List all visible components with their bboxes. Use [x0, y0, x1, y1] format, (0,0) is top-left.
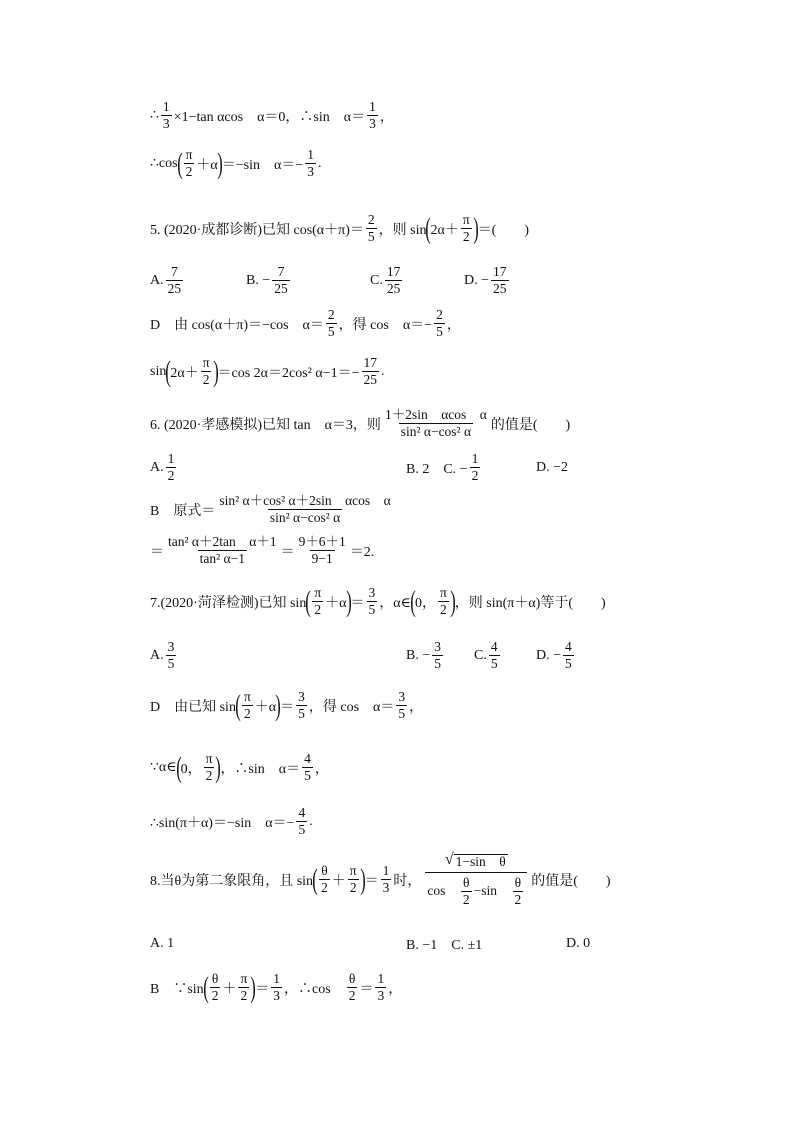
- text: ，得 cos α＝−: [338, 317, 433, 333]
- text: ∵α∈: [150, 760, 177, 776]
- option-label: C.: [370, 272, 383, 288]
- denominator: 2: [321, 880, 328, 896]
- text: 0，: [414, 595, 436, 611]
- text: 2α＋: [170, 365, 199, 381]
- text: ＝: [364, 873, 379, 889]
- text: ＝: [350, 595, 365, 611]
- option-label: B. −: [246, 272, 271, 288]
- fraction: [367, 100, 378, 131]
- solution-line-2: [150, 148, 321, 179]
- numerator: 1: [382, 862, 390, 878]
- text: 5. (2020·成都诊断)已知 cos(α＋π)＝: [150, 222, 364, 238]
- numerator: 4: [298, 805, 306, 820]
- left-paren: (: [425, 211, 432, 245]
- left-paren: (: [312, 862, 318, 896]
- denominator: 2: [439, 602, 447, 618]
- text: .: [381, 363, 385, 379]
- text: ＋α: [196, 157, 218, 173]
- question-8: [150, 852, 611, 907]
- denominator: 2: [240, 988, 248, 1004]
- option-label: D. −: [464, 272, 490, 288]
- text: sin: [150, 363, 167, 379]
- denominator: 25: [363, 372, 377, 388]
- right-paren: ): [345, 584, 352, 618]
- answer-7-line-2: [150, 752, 329, 783]
- denominator: 25: [386, 281, 401, 297]
- fraction: [166, 535, 279, 566]
- option-b: [246, 265, 370, 296]
- option-a: [150, 265, 246, 296]
- text: .: [317, 155, 322, 171]
- fraction: [166, 452, 177, 483]
- numerator: 9＋6＋1: [298, 534, 346, 549]
- denominator: 5: [367, 229, 375, 245]
- text: 7.(2020·菏泽检测)已知 sin: [150, 595, 307, 611]
- option-label: B. 2 C. −: [406, 461, 468, 477]
- right-paren: ): [275, 688, 281, 722]
- right-paren: ): [359, 862, 366, 896]
- fraction: [319, 864, 330, 895]
- fraction: [347, 972, 358, 1003]
- text: ＝2.: [349, 544, 375, 560]
- text: ＝cos 2α＝2cos² α−1＝−: [217, 365, 360, 381]
- numerator: 4: [565, 639, 572, 654]
- denominator: 5: [327, 324, 335, 340]
- fraction: [383, 408, 489, 439]
- fraction: [210, 972, 221, 1003]
- numerator: 4: [304, 751, 311, 766]
- numerator: 1: [162, 99, 170, 114]
- solution-line-1: [150, 100, 394, 131]
- denominator: 25: [274, 281, 288, 297]
- answer-6-line-2: [150, 535, 374, 566]
- numerator: 7: [277, 264, 285, 279]
- text: −sin: [473, 883, 511, 899]
- text: ，得 cos α＝: [308, 699, 395, 715]
- numerator: π: [202, 355, 210, 370]
- fraction: [166, 265, 184, 296]
- denominator: tan² α−1: [199, 551, 245, 567]
- denominator: 5: [368, 602, 376, 618]
- text: D 由 cos(α＋π)＝−cos α＝: [150, 317, 324, 333]
- question-5-options: [150, 265, 511, 296]
- text: ＝−sin α＝−: [221, 157, 304, 173]
- fraction: [438, 586, 449, 617]
- text: ＝( ): [477, 222, 529, 238]
- numerator: π: [240, 971, 248, 986]
- numerator: 3: [368, 585, 376, 600]
- numerator: 17: [363, 355, 377, 370]
- numerator: 2: [436, 307, 443, 322]
- fraction: [204, 752, 215, 783]
- denominator: 2: [205, 768, 213, 784]
- numerator: 2: [327, 307, 335, 322]
- text: ＝: [280, 544, 295, 560]
- text: ，∴sin α＝: [220, 761, 301, 777]
- text: 2α＋: [430, 222, 459, 238]
- text: 6. (2020·孝感模拟)已知 tan α＝3，则: [150, 417, 381, 433]
- denominator: 2: [314, 602, 322, 618]
- fraction: [434, 308, 445, 339]
- text: 的值是( ): [531, 873, 611, 889]
- denominator: [425, 872, 527, 907]
- denominator: 3: [377, 988, 385, 1004]
- fraction: [305, 148, 316, 179]
- option-label: B. −: [406, 647, 431, 663]
- left-paren: (: [176, 146, 183, 180]
- numerator: 17: [493, 264, 507, 279]
- text: 的值是( ): [490, 417, 571, 433]
- denominator: 2: [471, 468, 479, 484]
- denominator: 25: [167, 281, 182, 297]
- fraction: [184, 148, 195, 179]
- question-6: [150, 408, 570, 439]
- option-d: D. −2: [536, 459, 569, 475]
- text: ＝: [255, 981, 270, 997]
- text: ，: [314, 761, 329, 777]
- text: ＝: [150, 544, 164, 560]
- fraction: [166, 640, 177, 671]
- numerator: π: [243, 689, 251, 704]
- text: ＋α: [254, 699, 277, 715]
- text: ＋α: [325, 595, 347, 611]
- denominator: 2: [349, 880, 357, 896]
- numerator: π: [205, 751, 213, 766]
- denominator: 3: [273, 988, 281, 1004]
- numerator: π: [462, 212, 470, 227]
- left-paren: (: [165, 354, 172, 388]
- answer-5-line-2: [150, 356, 385, 387]
- fraction: [271, 972, 282, 1003]
- fraction: [461, 876, 472, 907]
- fraction: [385, 265, 403, 296]
- option-a: [150, 452, 406, 483]
- option-a: A. 1: [150, 936, 175, 951]
- left-paren: (: [410, 584, 416, 618]
- option-label: C.: [474, 647, 487, 663]
- numerator: 1: [167, 451, 175, 466]
- left-paren: (: [235, 688, 241, 722]
- text: 时，: [393, 873, 422, 889]
- left-paren: (: [175, 750, 182, 784]
- option-a: [150, 640, 406, 671]
- fraction: [217, 494, 392, 525]
- fraction: [425, 852, 527, 907]
- denominator: 5: [436, 324, 443, 340]
- question-5: [150, 213, 529, 244]
- right-paren: ): [215, 750, 222, 784]
- left-paren: (: [202, 970, 209, 1004]
- answer-7-line-3: [150, 806, 313, 837]
- text: ，: [388, 981, 403, 997]
- text: B ∵sin: [150, 981, 204, 997]
- denominator: 3: [162, 116, 170, 132]
- numerator: sin² α＋cos² α＋2sin αcos α: [219, 493, 391, 508]
- numerator: 1: [471, 451, 479, 466]
- fraction: [491, 265, 509, 296]
- text: ，则 sin: [378, 222, 427, 238]
- numerator: θ: [348, 971, 356, 986]
- right-paren: ): [212, 354, 219, 388]
- numerator: 1＋2sin αcos α: [384, 407, 487, 422]
- option-d: [464, 265, 511, 296]
- text: ＝: [280, 699, 295, 715]
- numerator: 1: [273, 971, 281, 986]
- denominator: 2: [185, 164, 193, 180]
- denominator: 2: [514, 891, 522, 907]
- option-d: [536, 640, 576, 671]
- option-label: A.: [150, 272, 164, 288]
- sqrt-icon: √: [444, 851, 454, 868]
- question-6-options: [150, 452, 568, 483]
- fraction: [161, 100, 172, 131]
- question-7-options: [150, 640, 576, 671]
- option-label: A.: [150, 647, 164, 663]
- text: ，: [409, 699, 424, 715]
- question-7: [150, 586, 606, 617]
- fraction: [238, 972, 249, 1003]
- numerator: π: [185, 147, 193, 162]
- text: ＋: [222, 981, 237, 997]
- denominator: 2: [202, 372, 210, 388]
- numerator: 1: [307, 147, 314, 162]
- numerator: 3: [434, 639, 441, 654]
- numerator: 1: [369, 99, 376, 114]
- text: 8.当θ为第二象限角，且 sin: [150, 873, 314, 889]
- answer-8-line-1: [150, 972, 402, 1003]
- denominator: 5: [298, 706, 305, 722]
- fraction: [296, 806, 307, 837]
- text: ＝: [359, 981, 374, 997]
- numerator: 4: [490, 639, 498, 654]
- fraction: [326, 308, 337, 339]
- denominator: 5: [298, 822, 306, 838]
- right-paren: ): [450, 584, 456, 618]
- fraction: [296, 690, 307, 721]
- text: ×1−tan αcos α＝0，∴sin α＝: [173, 109, 366, 125]
- text: B 原式＝: [150, 503, 216, 519]
- text: ∴cos: [150, 156, 178, 172]
- fraction: [489, 640, 500, 671]
- denominator: 5: [565, 656, 572, 672]
- answer-6-line-1: [150, 494, 395, 525]
- fraction: [297, 535, 348, 566]
- fraction: [201, 356, 212, 387]
- fraction: [461, 213, 472, 244]
- option-d: D. 0: [566, 936, 591, 951]
- numerator: 3: [398, 689, 406, 704]
- denominator: 3: [369, 116, 376, 132]
- option-label: A.: [150, 459, 164, 475]
- denominator: 2: [462, 229, 470, 245]
- fraction: [396, 690, 407, 721]
- numerator: π: [439, 585, 447, 600]
- question-8-options: [150, 934, 590, 954]
- right-paren: ): [217, 146, 223, 180]
- text: ，: [379, 109, 394, 125]
- text: D 由已知 sin: [150, 699, 236, 715]
- fraction: [470, 452, 481, 483]
- text: ，α∈: [379, 595, 411, 611]
- text: ∴: [150, 108, 159, 124]
- fraction: [366, 213, 377, 244]
- fraction: [302, 752, 313, 783]
- denominator: 5: [434, 656, 441, 672]
- radicand: 1−sin θ: [455, 853, 506, 869]
- text: cos: [427, 883, 459, 899]
- right-paren: ): [250, 970, 257, 1004]
- numerator: 3: [167, 639, 175, 654]
- denominator: 5: [398, 706, 406, 722]
- numerator: π: [349, 862, 357, 878]
- numerator: 2: [367, 212, 375, 227]
- denominator: 5: [304, 768, 311, 784]
- fraction: [432, 640, 443, 671]
- numerator: θ: [321, 862, 328, 878]
- numerator: π: [314, 585, 322, 600]
- denominator: 3: [307, 164, 314, 180]
- option-b-c: B. −1 C. ±1: [406, 938, 483, 953]
- left-paren: (: [305, 584, 312, 618]
- denominator: 5: [167, 656, 175, 672]
- text: ，∴cos: [284, 981, 345, 997]
- fraction: [362, 356, 380, 387]
- option-b: [406, 640, 474, 671]
- denominator: 2: [348, 988, 356, 1004]
- numerator: 1: [377, 971, 385, 986]
- fraction: [348, 864, 359, 895]
- denominator: sin² α−cos² α: [400, 424, 472, 440]
- numerator: θ: [514, 874, 522, 890]
- text: 0，: [180, 761, 202, 777]
- denominator: 2: [243, 706, 251, 722]
- denominator: 2: [462, 891, 470, 907]
- denominator: sin² α−cos² α: [269, 510, 341, 526]
- text: ，则 sin(π＋α)等于( ): [454, 595, 606, 611]
- fraction: [272, 265, 290, 296]
- denominator: 3: [382, 880, 390, 896]
- fraction: [381, 864, 392, 895]
- denominator: 5: [490, 656, 498, 672]
- option-c: [370, 265, 464, 296]
- numerator: θ: [463, 874, 470, 890]
- answer-5-line-1: [150, 308, 461, 339]
- denominator: 2: [211, 988, 219, 1004]
- numerator: [443, 852, 510, 872]
- fraction: [367, 586, 378, 617]
- right-paren: ): [472, 211, 479, 245]
- denominator: 9−1: [311, 551, 333, 567]
- answer-7-line-1: [150, 690, 423, 721]
- text: .: [309, 813, 313, 829]
- numerator: 17: [386, 264, 401, 279]
- fraction: [242, 690, 253, 721]
- denominator: 25: [493, 281, 507, 297]
- option-c: [474, 640, 536, 671]
- fraction: [312, 586, 323, 617]
- text: ∴sin(π＋α)＝−sin α＝−: [150, 815, 295, 831]
- numerator: tan² α＋2tan α＋1: [168, 534, 277, 549]
- option-b-c: [406, 452, 536, 483]
- denominator: 2: [167, 468, 175, 484]
- fraction: [375, 972, 386, 1003]
- fraction: [513, 876, 524, 907]
- fraction: [563, 640, 574, 671]
- text: ，: [446, 317, 461, 333]
- numerator: θ: [211, 971, 219, 986]
- text: ＋: [331, 873, 346, 889]
- numerator: 3: [298, 689, 305, 704]
- numerator: 7: [171, 264, 178, 279]
- option-label: D. −: [536, 647, 562, 663]
